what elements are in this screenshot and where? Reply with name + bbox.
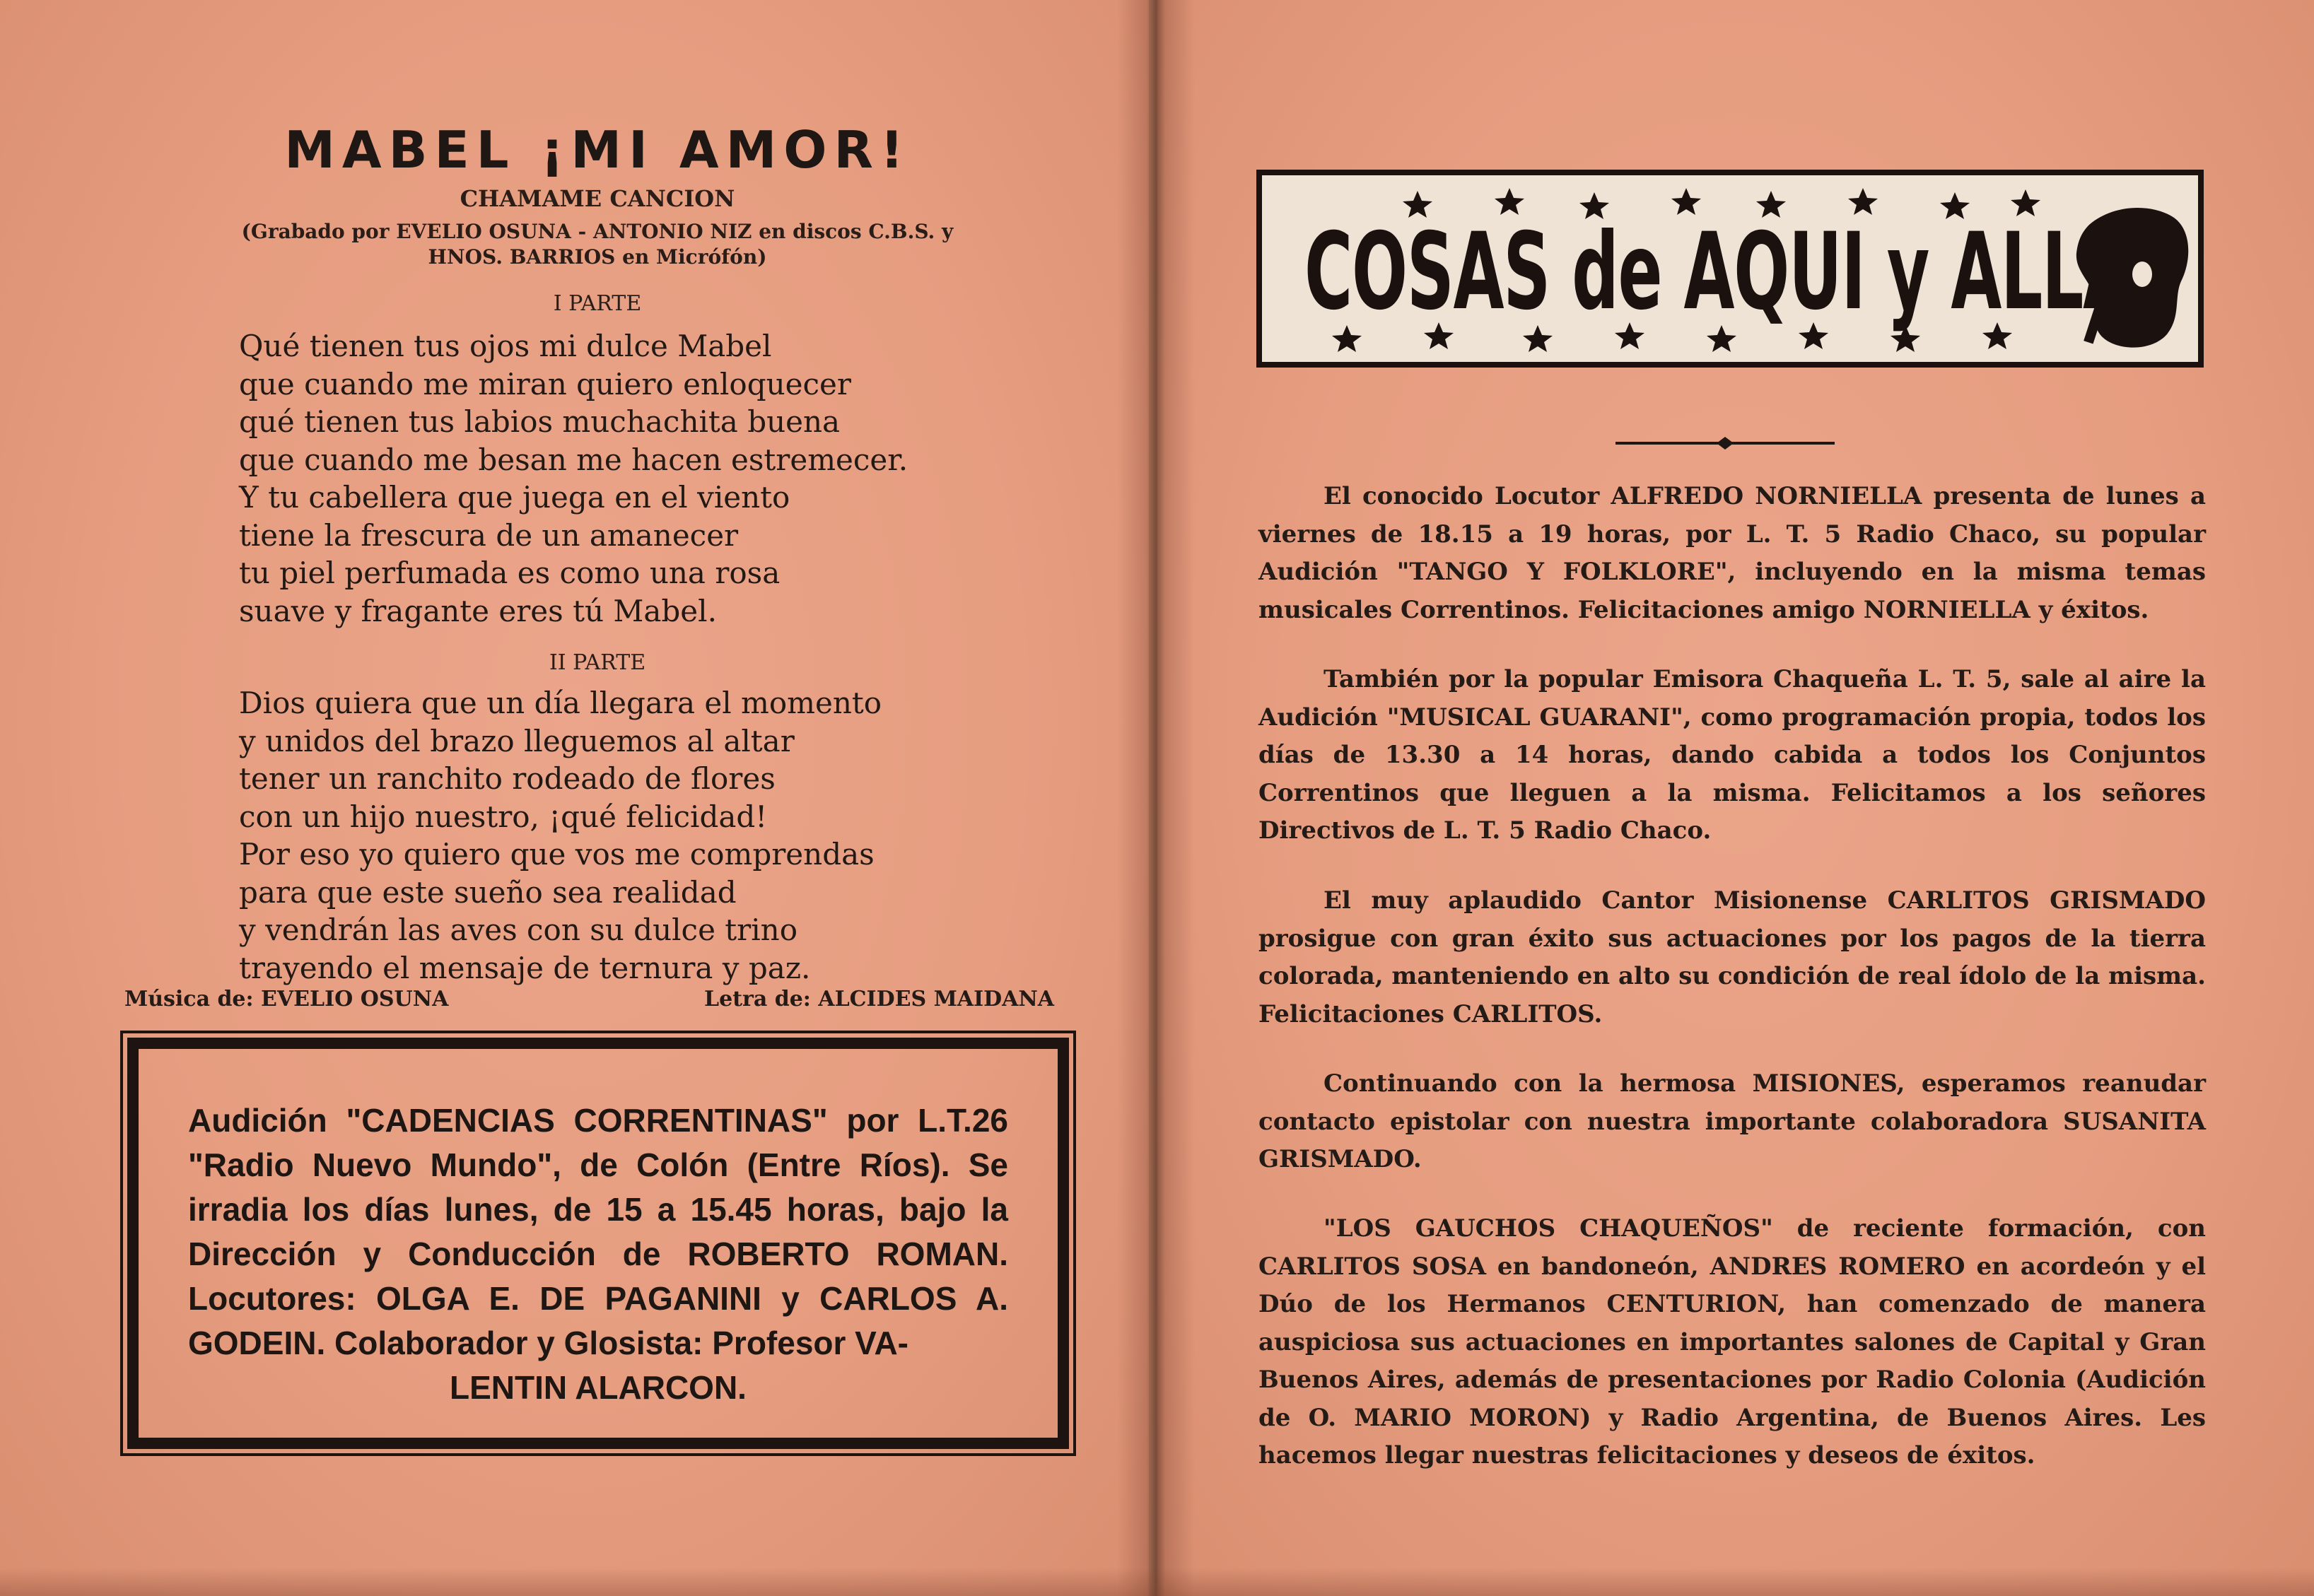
verse-line: y unidos del brazo lleguemos al altar [239, 723, 795, 758]
verse-line: tiene la frescura de un amanecer [239, 517, 739, 553]
verse-line: Qué tienen tus ojos mi dulce Mabel [239, 329, 772, 363]
verse-part-2 [239, 684, 981, 987]
recording-note-line-1: (Grabado por EVELIO OSUNA - ANTONIO NIZ en discos C.B.S. y [241, 220, 954, 243]
verse-line: que cuando me miran quiero enloquecer [239, 366, 851, 401]
verse-line: tener un ranchito rodeado de flores [239, 761, 776, 796]
verse-line: Por eso yo quiero que vos me comprendas [239, 837, 875, 872]
news-paragraph: El muy aplaudido Cantor Misionense CARLITOS GRISMADO prosigue con gran éxito sus actuaciones por los pagos de la tierra colorada, manteniendo en alto su condición de real ídolo de la misma. Felicitaciones CARLITOS. [1258, 886, 2206, 1028]
ornamental-divider [1615, 435, 1835, 452]
song-genre: CHAMAME CANCION [460, 185, 735, 212]
section-banner [1256, 170, 2204, 368]
announcement-text: Audición "CADENCIAS CORRENTINAS" por L.T.26 "Radio Nuevo Mundo", de Colón (Entre Ríos). Se irradia los días lunes, de 15 a 15.45 horas, bajo la Dirección y Conducción de ROBERTO ROMAN. Locutores: OLGA E. DE PAGANINI y CARLOS A. GODEIN. Colaborador y Glosista: Profesor VA- [188, 1102, 1008, 1361]
verse-line: con un hijo nuestro, ¡qué felicidad! [239, 799, 768, 834]
left-page [0, 0, 1149, 1596]
part-2-heading: II PARTE [549, 650, 646, 675]
page-bottom-edge [0, 1568, 2314, 1596]
banner-title: COSAS de AQUI y ALLA [1304, 211, 2133, 334]
verse-line: tu piel perfumada es como una rosa [239, 556, 781, 590]
verse-line: que cuando me besan me hacen estremecer. [239, 442, 908, 477]
recording-note [177, 219, 1018, 270]
verse-line: para que este sueño sea realidad [239, 874, 737, 910]
announcement-text-end: LENTIN ALARCON. [450, 1369, 747, 1406]
recording-note-line-2: HNOS. BARRIOS en Micrófón) [428, 245, 767, 269]
verse-line: trayendo el mensaje de ternura y paz. [239, 950, 811, 985]
song-title: MABEL ¡MI AMOR! [284, 120, 911, 180]
verse-line: qué tienen tus labios muchachita buena [239, 404, 841, 439]
news-paragraph: El conocido Locutor ALFREDO NORNIELLA presenta de lunes a viernes de 18.15 a 19 horas, por L. T. 5 Radio Chaco, su popular Audición "TANGO Y FOLKLORE", incluyendo en la misma temas musicales Correntinos. Felicitaciones amigo NORNIELLA y éxitos. [1258, 482, 2206, 624]
verse-part-1 [239, 327, 981, 630]
verse-line: suave y fragante eres tú Mabel. [239, 593, 717, 628]
verse-line: Y tu cabellera que juega en el viento [239, 480, 790, 515]
verse-line: Dios quiera que un día llegara el momento [239, 686, 882, 720]
radio-announcement-box [127, 1038, 1069, 1449]
lyrics-credit: Letra de: ALCIDES MAIDANA [704, 987, 1055, 1011]
part-1-heading: I PARTE [553, 291, 642, 316]
verse-line: y vendrán las aves con su dulce trino [239, 913, 798, 947]
news-paragraph: Continuando con la hermosa MISIONES, esperamos reanudar contacto epistolar con nuestra importante colaboradora SUSANITA GRISMADO. [1258, 1069, 2206, 1173]
music-credit: Música de: EVELIO OSUNA [124, 987, 449, 1011]
news-paragraph: "LOS GAUCHOS CHAQUEÑOS" de reciente formación, con CARLITOS SOSA en bandoneón, ANDRES ROMERO en acordeón y el Dúo de los Hermanos CENTURION, han comenzado de manera auspiciosa sus actuaciones en importantes salones de Capital y Gran Buenos Aires, además de presentaciones por Radio Colonia (Audición de O. MARIO MORON) y Radio Argentina, de Buenos Aires. Les hacemos llegar nuestras felicitaciones y deseos de éxitos. [1258, 1214, 2206, 1469]
news-paragraph: También por la popular Emisora Chaqueña L. T. 5, sale al aire la Audición "MUSICAL GUARANI", como programación propia, todos los días de 13.30 a 14 horas, dando cabida a todos los Conjuntos Correntinos que lleguen a la misma. Felicitamos a los señores Directivos de L. T. 5 Radio Chaco. [1258, 665, 2206, 845]
